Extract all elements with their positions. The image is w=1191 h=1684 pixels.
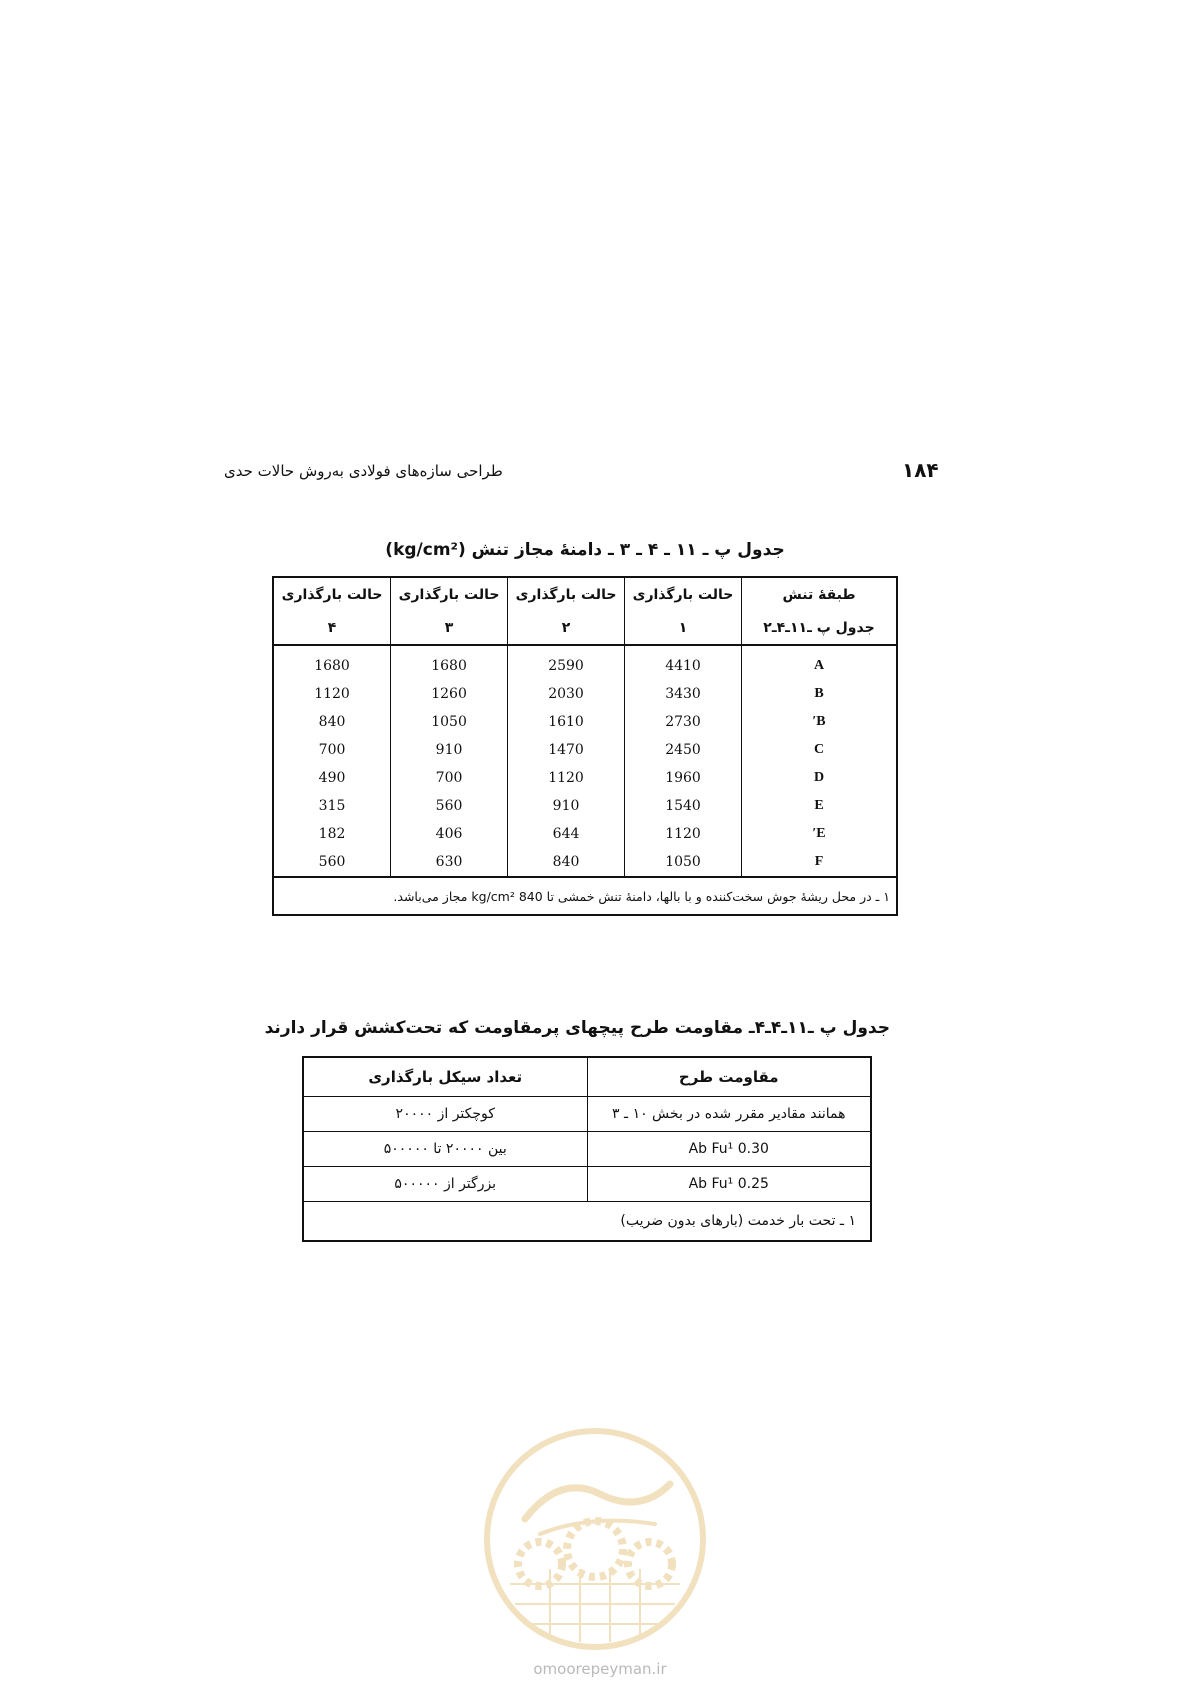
header-load-case-2: حالت بارگذاری <box>508 577 625 611</box>
table-row <box>273 764 897 792</box>
bolt-strength-table <box>302 1056 872 1242</box>
table1-subheader-row <box>273 611 897 645</box>
design-strength-cell: 0.25 Ab Fu¹ <box>587 1167 871 1202</box>
stress-range-cell: 1470 <box>508 736 625 764</box>
table1-body <box>273 645 897 877</box>
stress-range-cell: 630 <box>391 848 508 877</box>
table-row <box>273 708 897 736</box>
table2-footnote: ۱ ـ تحت بار خدمت (بارهای بدون ضریب) <box>303 1202 871 1242</box>
watermark-url: omoorepeyman.ir <box>533 1660 667 1678</box>
stress-class-cell: F <box>742 848 898 877</box>
stress-range-cell: 700 <box>273 736 391 764</box>
load-cycles-cell: بین ۲۰۰۰۰ تا ۵۰۰۰۰۰ <box>303 1132 587 1167</box>
header-load-case-3: حالت بارگذاری <box>391 577 508 611</box>
stress-range-cell: 1260 <box>391 680 508 708</box>
stress-class-cell: B <box>742 680 898 708</box>
header-case-number: ۳ <box>391 611 508 645</box>
stress-range-cell: 1960 <box>625 764 742 792</box>
stress-range-cell: 3430 <box>625 680 742 708</box>
stress-range-cell: 1120 <box>625 820 742 848</box>
table-row <box>273 680 897 708</box>
table1-footnote: ۱ ـ در محل ریشهٔ جوش سخت‌کننده و با بالها، دامنهٔ تنش خمشی تا 840 kg/cm² مجاز می‌باشد. <box>273 877 897 915</box>
stress-range-cell: 910 <box>391 736 508 764</box>
stress-range-cell: 840 <box>508 848 625 877</box>
table2-caption: جدول پ ـ۱۱ـ۴ـ۴ـ مقاومت طرح پیچهای پرمقاومت که تحت‌کشش قرار دارند <box>264 1018 890 1038</box>
stress-range-cell: 1050 <box>391 708 508 736</box>
stress-range-cell: 1680 <box>273 645 391 680</box>
watermark-ring <box>487 1431 703 1647</box>
table-row <box>273 792 897 820</box>
stress-range-table <box>272 576 898 916</box>
header-stress-class: طبقهٔ تنش <box>742 577 898 611</box>
watermark-script <box>525 1484 670 1519</box>
running-title: طراحی سازه‌های فولادی به‌روش حالات حدی <box>224 462 503 480</box>
load-cycles-cell: کوچکتر از ۲۰۰۰۰ <box>303 1097 587 1132</box>
stress-range-cell: 2030 <box>508 680 625 708</box>
table1-header-row <box>273 577 897 611</box>
stress-range-cell: 1540 <box>625 792 742 820</box>
stress-range-cell: 840 <box>273 708 391 736</box>
stress-class-cell: C <box>742 736 898 764</box>
table1-footnote-row <box>273 877 897 915</box>
stress-range-cell: 644 <box>508 820 625 848</box>
stress-range-cell: 700 <box>391 764 508 792</box>
stress-range-cell: 315 <box>273 792 391 820</box>
header-stress-class-ref: جدول پ ـ۱۱ـ۴ـ۲ <box>742 611 898 645</box>
table-row <box>303 1132 871 1167</box>
stress-class-cell: E′ <box>742 820 898 848</box>
stress-class-cell: A <box>742 645 898 680</box>
stress-class-cell: E <box>742 792 898 820</box>
table2-body <box>303 1097 871 1202</box>
header-case-number: ۴ <box>273 611 391 645</box>
stress-range-cell: 560 <box>273 848 391 877</box>
table-row <box>303 1167 871 1202</box>
table2-header-row <box>303 1057 871 1097</box>
stress-range-cell: 406 <box>391 820 508 848</box>
table-row <box>273 820 897 848</box>
stress-class-cell: B′ <box>742 708 898 736</box>
watermark-logo <box>480 1424 710 1654</box>
header-case-number: ۲ <box>508 611 625 645</box>
table-row <box>303 1097 871 1132</box>
table-row <box>273 736 897 764</box>
header-load-case-1: حالت بارگذاری <box>625 577 742 611</box>
load-cycles-cell: بزرگتر از ۵۰۰۰۰۰ <box>303 1167 587 1202</box>
stress-range-cell: 2450 <box>625 736 742 764</box>
stress-range-cell: 1050 <box>625 848 742 877</box>
design-strength-cell: 0.30 Ab Fu¹ <box>587 1132 871 1167</box>
watermark-gears <box>518 1521 672 1586</box>
stress-range-cell: 1610 <box>508 708 625 736</box>
stress-range-cell: 2590 <box>508 645 625 680</box>
header-load-case-4: حالت بارگذاری <box>273 577 391 611</box>
table1-caption: جدول پ ـ ۱۱ ـ ۴ ـ ۳ ـ دامنهٔ مجاز تنش (kg/cm²) <box>385 540 785 560</box>
stress-range-cell: 182 <box>273 820 391 848</box>
stress-range-cell: 560 <box>391 792 508 820</box>
header-design-strength: مقاومت طرح <box>587 1057 871 1097</box>
stress-range-cell: 2730 <box>625 708 742 736</box>
header-case-number: ۱ <box>625 611 742 645</box>
stress-class-cell: D <box>742 764 898 792</box>
table-row <box>273 848 897 877</box>
stress-range-cell: 1680 <box>391 645 508 680</box>
design-strength-cell: همانند مقادیر مقرر شده در بخش ۱۰ ـ ۳ <box>587 1097 871 1132</box>
table2-footnote-row <box>303 1202 871 1242</box>
header-load-cycles: تعداد سیکل بارگذاری <box>303 1057 587 1097</box>
table-row <box>273 645 897 680</box>
stress-range-cell: 1120 <box>508 764 625 792</box>
stress-range-cell: 910 <box>508 792 625 820</box>
stress-range-cell: 4410 <box>625 645 742 680</box>
stress-range-cell: 1120 <box>273 680 391 708</box>
page-number: ۱۸۴ <box>902 458 939 482</box>
stress-range-cell: 490 <box>273 764 391 792</box>
